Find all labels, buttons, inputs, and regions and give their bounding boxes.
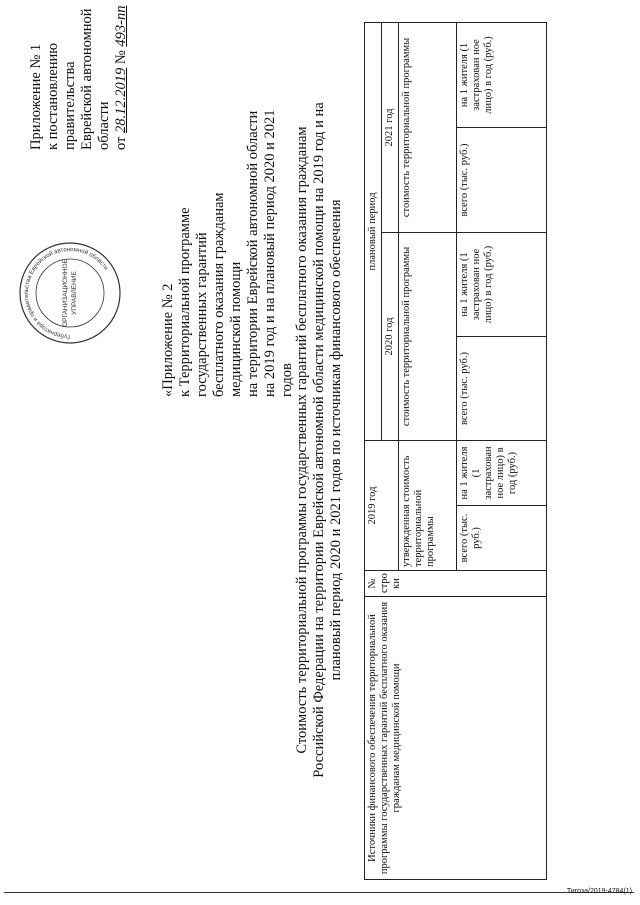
annex-2-line5: медицинской помощи (228, 261, 244, 397)
annex-2-line2: к Территориальной программе (177, 207, 193, 397)
header-cost-2021: стоимость территориальной программы (399, 22, 457, 232)
header-2021-per-resident: на 1 жителя (1 застрахован ное лицо) в год (руб.) (457, 22, 547, 127)
header-2019-per-resident: на 1 жителя (1 застрахован ное лицо) в год (руб.) (457, 441, 547, 506)
annex-1-title: Приложение № 1 (28, 43, 44, 150)
header-2020-total: всего (тыс. руб.) (457, 337, 547, 441)
header-2019: 2019 год (365, 441, 399, 571)
annex-2-line4: бесплатного оказания гражданам (211, 192, 227, 397)
footer-code: Тигоза/2019-4784(1) (566, 888, 632, 895)
header-2021: 2021 год (382, 22, 399, 232)
title-line1: Стоимость территориальной программы государственных гарантий бесплатного оказания гражданам (294, 126, 310, 754)
header-2020: 2020 год (382, 233, 399, 441)
annex-1-line2: к постановлению правительства (45, 42, 78, 150)
header-source: Источники финансового обеспечения территориальной программы государственных гарантий бесплатного оказания гражданам медицинской помощи (365, 597, 547, 880)
annex-2-line3: государственных гарантий (194, 232, 210, 397)
annex-2-line8: годов (279, 363, 295, 397)
annex-2-line7: на 2019 год и на плановый период 2020 и 2021 (262, 109, 278, 397)
header-row-number: № стро ки (365, 571, 547, 597)
annex-2-line1: «Приложение № 2 (160, 283, 176, 397)
table-header-row-1 (365, 22, 382, 879)
date-prefix: от (113, 136, 129, 150)
header-2020-per-resident: на 1 жителя (1 застрахован ное лицо) в год (руб.) (457, 233, 547, 337)
document-title (294, 10, 345, 870)
header-2019-total: всего (тыс. руб.) (457, 506, 547, 571)
annex-1-header (28, 0, 130, 150)
header-planned-period: плановый период (365, 22, 382, 440)
title-line3: плановый период 2020 и 2021 годов по источникам финансового обеспечения (328, 199, 344, 681)
stamp-outer-text: Губернатора и правительства Еврейской автономной области (23, 246, 109, 340)
annex-2-header (160, 17, 296, 397)
annex-1-line3: Еврейской автономной области (79, 8, 112, 150)
number-value: 493-пп (113, 5, 129, 47)
header-2021-total: всего (тыс. руб.) (457, 128, 547, 233)
stamp-inner-line1: ОРГАНИЗАЦИОННОЕ (62, 259, 69, 327)
date-value: 28.12.2019 (113, 67, 129, 133)
header-cost-2020: стоимость территориальной программы (399, 233, 457, 441)
title-line2: Российской Федерации на территории Еврейской автономной области медицинской помощи на 2019 год и на (311, 102, 327, 778)
annex-2-line6: на территории Еврейской автономной области (245, 110, 261, 397)
number-prefix: № (113, 50, 129, 65)
cost-table (364, 22, 547, 880)
official-stamp (18, 241, 122, 345)
page-edge-line (4, 892, 634, 893)
stamp-inner-line2: УПРАВЛЕНИЕ (71, 271, 78, 315)
annex-1-date-line (113, 0, 130, 150)
header-approved-cost: утвержденная стоимость территориальной программы (399, 441, 457, 571)
